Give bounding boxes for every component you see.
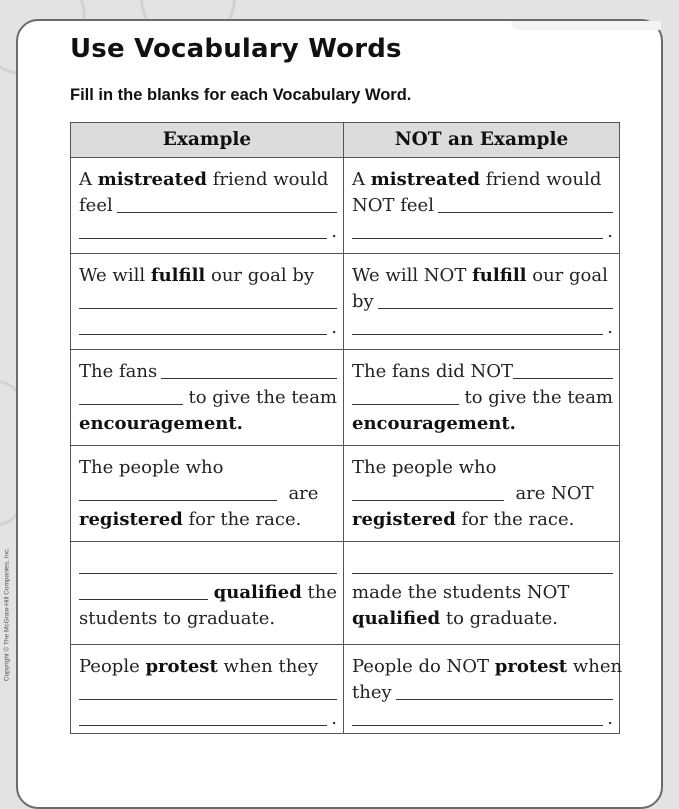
- answer-blank[interactable]: [79, 582, 208, 600]
- vocab-word: mistreated: [370, 169, 481, 190]
- answer-blank[interactable]: [79, 291, 337, 309]
- not-example-cell: The fans did NOT to give the team encouragement.: [344, 350, 620, 446]
- not-example-cell: A mistreated friend would NOT feel .: [344, 158, 620, 254]
- vocab-word: encouragement.: [79, 413, 243, 434]
- corner-tab: [511, 21, 661, 30]
- answer-blank[interactable]: [79, 708, 327, 726]
- answer-blank[interactable]: [352, 483, 504, 501]
- answer-blank[interactable]: [79, 221, 327, 239]
- not-example-cell: People do NOT protest when they .: [344, 645, 620, 734]
- table-row: [71, 254, 620, 350]
- not-example-cell: made the students NOT qualified to graduate.: [344, 542, 620, 645]
- table-header-row: [71, 123, 620, 158]
- answer-blank[interactable]: [79, 483, 277, 501]
- vocab-word: qualified: [352, 608, 441, 629]
- vocab-word: encouragement.: [352, 413, 516, 434]
- answer-blank[interactable]: [352, 556, 613, 574]
- vocab-word: registered: [352, 509, 456, 530]
- vocab-word: registered: [79, 509, 183, 530]
- vocab-word: fulfill: [472, 265, 527, 286]
- answer-blank[interactable]: [396, 682, 613, 700]
- table-row: [71, 158, 620, 254]
- vocab-word: qualified: [213, 582, 302, 603]
- vocabulary-table: [70, 122, 623, 734]
- column-header-not-example: NOT an Example: [344, 123, 620, 158]
- answer-blank[interactable]: [513, 361, 613, 379]
- vocab-word: mistreated: [97, 169, 208, 190]
- page-title: Use Vocabulary Words: [70, 34, 402, 64]
- answer-blank[interactable]: [79, 556, 337, 574]
- table-row: [71, 446, 620, 542]
- column-header-example: Example: [71, 123, 344, 158]
- copyright-notice: Copyright © The McGraw-Hill Companies, Inc.: [3, 547, 11, 682]
- example-cell: qualified the students to graduate.: [71, 542, 344, 645]
- answer-blank[interactable]: [378, 291, 613, 309]
- example-cell: People protest when they .: [71, 645, 344, 734]
- answer-blank[interactable]: [352, 708, 603, 726]
- instructions: Fill in the blanks for each Vocabulary Word.: [70, 86, 412, 104]
- answer-blank[interactable]: [352, 387, 459, 405]
- vocab-word: protest: [494, 656, 568, 677]
- not-example-cell: The people who are NOT registered for the race.: [344, 446, 620, 542]
- answer-blank[interactable]: [352, 221, 603, 239]
- answer-blank[interactable]: [79, 682, 337, 700]
- example-cell: We will fulfill our goal by .: [71, 254, 344, 350]
- answer-blank[interactable]: [79, 317, 327, 335]
- table-row: [71, 645, 620, 734]
- table-row: [71, 542, 620, 645]
- answer-blank[interactable]: [79, 387, 183, 405]
- table-row: [71, 350, 620, 446]
- answer-blank[interactable]: [161, 361, 337, 379]
- answer-blank[interactable]: [352, 317, 603, 335]
- not-example-cell: We will NOT fulfill our goal by .: [344, 254, 620, 350]
- answer-blank[interactable]: [117, 195, 337, 213]
- vocab-word: fulfill: [150, 265, 206, 286]
- example-cell: A mistreated friend would feel .: [71, 158, 344, 254]
- example-cell: The people who are registered for the race.: [71, 446, 344, 542]
- answer-blank[interactable]: [438, 195, 613, 213]
- example-cell: The fans to give the team encouragement.: [71, 350, 344, 446]
- vocab-word: protest: [145, 656, 218, 677]
